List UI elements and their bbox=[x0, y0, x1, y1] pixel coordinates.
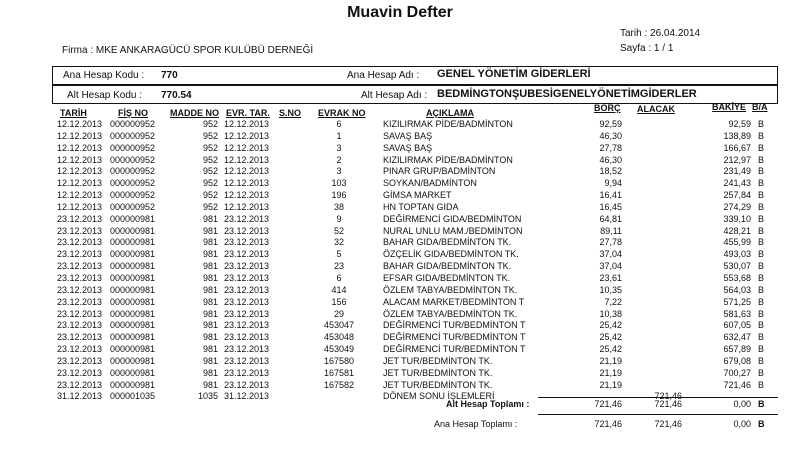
row-madde-no: 981 bbox=[202, 225, 218, 236]
row-madde-no: 952 bbox=[202, 178, 218, 189]
row-bakiye: 138,89 bbox=[723, 130, 751, 141]
row-alacak: 721,46 bbox=[654, 391, 682, 402]
row-fis-no: 000001035 bbox=[110, 391, 156, 402]
row-evrak-no: 6 bbox=[336, 272, 342, 283]
row-ba: B bbox=[758, 261, 765, 272]
row-evr-tar: 23.12.2013 bbox=[224, 272, 270, 283]
table-row bbox=[0, 166, 800, 178]
row-aciklama: SOYKAN/BADMİNTON bbox=[383, 178, 477, 189]
row-evr-tar: 12.12.2013 bbox=[224, 130, 270, 141]
table-row bbox=[0, 190, 800, 202]
row-bakiye: 607,05 bbox=[723, 320, 751, 331]
row-madde-no: 952 bbox=[202, 166, 218, 177]
report-title: Muavin Defter bbox=[347, 4, 453, 21]
row-evrak-no: 6 bbox=[336, 119, 342, 129]
row-evrak-no: 414 bbox=[331, 284, 347, 295]
table-row bbox=[0, 119, 800, 131]
row-madde-no: 981 bbox=[202, 272, 218, 283]
main-total-alacak: 721,46 bbox=[654, 419, 682, 429]
row-evr-tar: 12.12.2013 bbox=[224, 119, 270, 129]
company-label: Firma : bbox=[62, 45, 94, 56]
row-borc: 46,30 bbox=[599, 130, 622, 141]
main-account-name-label: Ana Hesap Adı : bbox=[347, 70, 420, 81]
row-aciklama: JET TUR/BEDMİNTON TK. bbox=[383, 367, 493, 378]
row-evr-tar: 23.12.2013 bbox=[224, 308, 270, 319]
sub-total-borc: 721,46 bbox=[594, 399, 622, 409]
row-date: 23.12.2013 bbox=[57, 225, 103, 236]
row-evrak-no: 167581 bbox=[323, 367, 355, 378]
row-evrak-no: 5 bbox=[336, 249, 342, 260]
row-date: 12.12.2013 bbox=[57, 190, 103, 201]
main-account-box bbox=[52, 66, 778, 85]
date-label: Tarih : bbox=[620, 28, 648, 39]
row-evr-tar: 23.12.2013 bbox=[224, 225, 270, 236]
row-bakiye: 632,47 bbox=[723, 332, 751, 343]
main-account-code-label: Ana Hesap Kodu : bbox=[63, 70, 145, 81]
row-evr-tar: 23.12.2013 bbox=[224, 249, 270, 260]
row-date: 12.12.2013 bbox=[57, 142, 103, 153]
row-bakiye: 553,68 bbox=[723, 272, 751, 283]
row-aciklama: HN TOPTAN GIDA bbox=[383, 201, 459, 212]
row-evr-tar: 31.12.2013 bbox=[224, 391, 270, 402]
row-evrak-no: 23 bbox=[333, 261, 344, 272]
row-bakiye: 493,03 bbox=[723, 249, 751, 260]
row-date: 31.12.2013 bbox=[57, 391, 103, 402]
row-madde-no: 981 bbox=[202, 261, 218, 272]
row-aciklama: DEĞİRMENCİ GIDA/BEDMİNTON bbox=[383, 213, 522, 224]
row-aciklama: NURAL UNLU MAM./BEDMİNTON bbox=[383, 225, 523, 236]
table-row bbox=[0, 131, 800, 143]
table-row bbox=[0, 249, 800, 261]
row-madde-no: 952 bbox=[202, 130, 218, 141]
row-aciklama: JET TUR/BEDMİNTON TK. bbox=[383, 379, 493, 390]
table-row bbox=[0, 297, 800, 309]
row-ba: B bbox=[758, 308, 765, 319]
row-ba: B bbox=[758, 225, 765, 236]
table-row bbox=[0, 273, 800, 285]
row-madde-no: 981 bbox=[202, 296, 218, 307]
row-evrak-no: 167582 bbox=[323, 379, 355, 390]
row-evrak-no: 52 bbox=[333, 225, 344, 236]
row-madde-no: 952 bbox=[202, 190, 218, 201]
row-aciklama: DEĞİRMENCİ TUR/BEDMİNTON T bbox=[383, 320, 526, 331]
table-row bbox=[0, 344, 800, 356]
row-fis-no: 000000981 bbox=[110, 237, 156, 248]
totals-divider-2 bbox=[538, 414, 778, 415]
sub-account-name: BEDMİNGTONŞUBESİGENELYÖNETİMGİDERLER bbox=[437, 88, 697, 100]
row-bakiye: 92,59 bbox=[728, 119, 751, 129]
row-evrak-no: 1 bbox=[336, 130, 342, 141]
row-evr-tar: 23.12.2013 bbox=[224, 379, 270, 390]
table-row bbox=[0, 178, 800, 190]
row-aciklama: ÖZLEM TABYA/BEDMİNTON TK. bbox=[383, 284, 518, 295]
row-borc: 27,78 bbox=[599, 142, 622, 153]
row-fis-no: 000000981 bbox=[110, 367, 156, 378]
row-borc: 10,35 bbox=[599, 284, 622, 295]
row-evrak-no: 196 bbox=[331, 190, 347, 201]
row-bakiye: 455,99 bbox=[723, 237, 751, 248]
main-total-label: Ana Hesap Toplamı : bbox=[434, 419, 518, 429]
row-ba: B bbox=[758, 166, 765, 177]
row-evr-tar: 12.12.2013 bbox=[224, 154, 270, 165]
table-row bbox=[0, 155, 800, 167]
row-evr-tar: 12.12.2013 bbox=[224, 166, 270, 177]
row-aciklama: JET TUR/BEDMİNTON TK. bbox=[383, 355, 493, 366]
row-aciklama: SAVAŞ BAŞ bbox=[383, 142, 433, 153]
row-evrak-no: 103 bbox=[331, 178, 347, 189]
row-date: 23.12.2013 bbox=[57, 320, 103, 331]
table-row bbox=[0, 143, 800, 155]
row-evrak-no: 453049 bbox=[323, 344, 355, 355]
row-evr-tar: 23.12.2013 bbox=[224, 296, 270, 307]
row-evr-tar: 12.12.2013 bbox=[224, 142, 270, 153]
row-evrak-no: 156 bbox=[331, 296, 347, 307]
sub-total-alacak: 721,46 bbox=[654, 399, 682, 409]
table-row bbox=[0, 368, 800, 380]
row-borc: 23,61 bbox=[599, 272, 622, 283]
row-evr-tar: 23.12.2013 bbox=[224, 284, 270, 295]
row-aciklama: SAVAŞ BAŞ bbox=[383, 130, 433, 141]
table-row bbox=[0, 320, 800, 332]
column-header-evrak-no: EVRAK NO bbox=[318, 108, 366, 118]
column-header-bakiye: BAKİYE bbox=[712, 102, 747, 112]
row-madde-no: 981 bbox=[202, 344, 218, 355]
row-bakiye: 212,97 bbox=[723, 154, 751, 165]
row-madde-no: 981 bbox=[202, 379, 218, 390]
row-fis-no: 000000981 bbox=[110, 355, 156, 366]
row-evr-tar: 23.12.2013 bbox=[224, 320, 270, 331]
row-date: 23.12.2013 bbox=[57, 355, 103, 366]
row-aciklama: PINAR GRUP/BADMİNTON bbox=[383, 166, 496, 177]
row-evrak-no: 2 bbox=[336, 154, 342, 165]
row-fis-no: 000000981 bbox=[110, 320, 156, 331]
row-ba: B bbox=[758, 190, 765, 201]
row-aciklama: KIZILIRMAK PİDE/BADMİNTON bbox=[383, 119, 513, 129]
row-ba: B bbox=[758, 178, 765, 189]
row-aciklama: EFSAR GIDA/BEDMİNTON TK. bbox=[383, 272, 511, 283]
row-borc: 27,78 bbox=[599, 237, 622, 248]
row-fis-no: 000000952 bbox=[110, 154, 156, 165]
row-evr-tar: 23.12.2013 bbox=[224, 332, 270, 343]
page-number bbox=[620, 43, 673, 54]
row-bakiye: 700,27 bbox=[723, 367, 751, 378]
row-evrak-no: 32 bbox=[333, 237, 344, 248]
row-borc: 16,45 bbox=[599, 201, 622, 212]
row-aciklama: BAHAR GIDA/BEDMİNTON TK. bbox=[383, 237, 512, 248]
column-header-aciklama: AÇIKLAMA bbox=[426, 108, 474, 118]
table-row bbox=[0, 356, 800, 368]
row-ba: B bbox=[758, 272, 765, 283]
row-borc: 25,42 bbox=[599, 320, 622, 331]
column-header-fis-no: FİŞ NO bbox=[118, 108, 149, 118]
row-borc: 37,04 bbox=[599, 249, 622, 260]
row-date: 23.12.2013 bbox=[57, 237, 103, 248]
row-fis-no: 000000952 bbox=[110, 190, 156, 201]
row-bakiye: 339,10 bbox=[723, 213, 751, 224]
row-evrak-no: 38 bbox=[333, 201, 344, 212]
row-aciklama: ÖZÇELİK GIDA/BEDMİNTON TK. bbox=[383, 249, 519, 260]
row-fis-no: 000000981 bbox=[110, 284, 156, 295]
row-fis-no: 000000981 bbox=[110, 261, 156, 272]
row-bakiye: 564,03 bbox=[723, 284, 751, 295]
row-bakiye: 257,84 bbox=[723, 190, 751, 201]
table-row bbox=[0, 285, 800, 297]
table-row bbox=[0, 380, 800, 392]
row-date: 23.12.2013 bbox=[57, 261, 103, 272]
row-fis-no: 000000952 bbox=[110, 130, 156, 141]
column-header-alacak: ALACAK bbox=[637, 104, 675, 114]
sub-total-ba: B bbox=[758, 399, 765, 409]
main-account-code: 770 bbox=[161, 70, 178, 81]
row-fis-no: 000000952 bbox=[110, 166, 156, 177]
row-fis-no: 000000981 bbox=[110, 249, 156, 260]
row-aciklama: DEĞİRMENCİ TUR/BEDMİNTON T bbox=[383, 332, 526, 343]
row-evr-tar: 12.12.2013 bbox=[224, 190, 270, 201]
row-evrak-no: 453048 bbox=[323, 332, 355, 343]
main-total-bakiye: 0,00 bbox=[733, 419, 751, 429]
row-evrak-no: 453047 bbox=[323, 320, 355, 331]
row-aciklama: KIZILIRMAK PİDE/BADMİNTON bbox=[383, 154, 513, 165]
table-row bbox=[0, 309, 800, 321]
row-ba: B bbox=[758, 249, 765, 260]
table-row bbox=[0, 202, 800, 214]
row-date: 12.12.2013 bbox=[57, 201, 103, 212]
row-date: 23.12.2013 bbox=[57, 249, 103, 260]
row-fis-no: 000000981 bbox=[110, 225, 156, 236]
table-row bbox=[0, 237, 800, 249]
row-date: 12.12.2013 bbox=[57, 154, 103, 165]
row-date: 12.12.2013 bbox=[57, 178, 103, 189]
row-date: 23.12.2013 bbox=[57, 344, 103, 355]
row-ba: B bbox=[758, 119, 765, 129]
row-aciklama: DEĞİRMENCİ TUR/BEDMİNTON T bbox=[383, 344, 526, 355]
sub-account-code-label: Alt Hesap Kodu : bbox=[67, 90, 143, 101]
row-borc: 37,04 bbox=[599, 261, 622, 272]
row-fis-no: 000000952 bbox=[110, 142, 156, 153]
row-borc: 21,19 bbox=[599, 367, 622, 378]
column-header-evr-tar: EVR. TAR. bbox=[226, 108, 270, 118]
row-borc: 9,94 bbox=[604, 178, 622, 189]
row-borc: 25,42 bbox=[599, 344, 622, 355]
row-fis-no: 000000981 bbox=[110, 344, 156, 355]
row-bakiye: 166,67 bbox=[723, 142, 751, 153]
main-total-ba: B bbox=[758, 419, 765, 429]
row-fis-no: 000000952 bbox=[110, 201, 156, 212]
row-ba: B bbox=[758, 130, 765, 141]
row-date: 23.12.2013 bbox=[57, 332, 103, 343]
company-name: MKE ANKARAGÜCÜ SPOR KULÜBÜ DERNEĞİ bbox=[95, 45, 314, 56]
sub-account-name-label: Alt Hesap Adı : bbox=[361, 90, 428, 101]
row-borc: 21,19 bbox=[599, 355, 622, 366]
row-fis-no: 000000952 bbox=[110, 119, 156, 129]
table-row bbox=[0, 332, 800, 344]
row-ba: B bbox=[758, 355, 765, 366]
row-date: 23.12.2013 bbox=[57, 213, 103, 224]
row-ba: B bbox=[758, 320, 765, 331]
row-date: 23.12.2013 bbox=[57, 367, 103, 378]
row-borc: 18,52 bbox=[599, 166, 622, 177]
row-bakiye: 657,89 bbox=[723, 344, 751, 355]
column-header-madde-no: MADDE NO bbox=[170, 108, 219, 118]
report-date bbox=[620, 28, 700, 39]
row-madde-no: 952 bbox=[202, 142, 218, 153]
row-aciklama: DÖNEM SONU İŞLEMLERİ bbox=[383, 391, 495, 402]
row-fis-no: 000000981 bbox=[110, 379, 156, 390]
row-evr-tar: 23.12.2013 bbox=[224, 355, 270, 366]
row-ba: B bbox=[758, 237, 765, 248]
page-label: Sayfa : bbox=[620, 43, 652, 54]
row-madde-no: 981 bbox=[202, 284, 218, 295]
sub-account-code: 770.54 bbox=[161, 90, 192, 101]
row-evrak-no: 3 bbox=[336, 142, 342, 153]
row-ba: B bbox=[758, 344, 765, 355]
row-borc: 92,59 bbox=[599, 119, 622, 129]
row-madde-no: 981 bbox=[202, 355, 218, 366]
main-total-borc: 721,46 bbox=[594, 419, 622, 429]
row-bakiye: 274,29 bbox=[723, 201, 751, 212]
row-date: 23.12.2013 bbox=[57, 379, 103, 390]
row-bakiye: 679,08 bbox=[723, 355, 751, 366]
row-fis-no: 000000952 bbox=[110, 178, 156, 189]
row-evrak-no: 29 bbox=[333, 308, 344, 319]
main-account-name: GENEL YÖNETİM GİDERLERİ bbox=[437, 68, 591, 80]
row-bakiye: 428,21 bbox=[723, 225, 751, 236]
row-evr-tar: 23.12.2013 bbox=[224, 261, 270, 272]
row-evrak-no: 3 bbox=[336, 166, 342, 177]
row-bakiye: 721,46 bbox=[723, 379, 751, 390]
row-ba: B bbox=[758, 367, 765, 378]
row-madde-no: 981 bbox=[202, 320, 218, 331]
row-borc: 25,42 bbox=[599, 332, 622, 343]
row-borc: 21,19 bbox=[599, 379, 622, 390]
row-borc: 46,30 bbox=[599, 154, 622, 165]
row-fis-no: 000000981 bbox=[110, 308, 156, 319]
row-bakiye: 581,63 bbox=[723, 308, 751, 319]
table-row bbox=[0, 226, 800, 238]
row-fis-no: 000000981 bbox=[110, 296, 156, 307]
sub-account-box bbox=[52, 85, 778, 104]
totals-divider bbox=[538, 397, 778, 398]
row-evr-tar: 12.12.2013 bbox=[224, 201, 270, 212]
row-date: 12.12.2013 bbox=[57, 119, 103, 129]
row-madde-no: 952 bbox=[202, 154, 218, 165]
sub-total-bakiye: 0,00 bbox=[733, 399, 751, 409]
column-header-tarih: TARİH bbox=[60, 108, 87, 118]
row-ba: B bbox=[758, 142, 765, 153]
row-date: 12.12.2013 bbox=[57, 166, 103, 177]
row-ba: B bbox=[758, 296, 765, 307]
row-borc: 16,41 bbox=[599, 190, 622, 201]
row-borc: 89,11 bbox=[600, 225, 622, 236]
ledger-rows bbox=[0, 119, 800, 403]
row-bakiye: 231,49 bbox=[723, 166, 751, 177]
column-header-ba: B/A bbox=[752, 102, 768, 112]
row-evr-tar: 23.12.2013 bbox=[224, 367, 270, 378]
row-evr-tar: 23.12.2013 bbox=[224, 237, 270, 248]
table-row bbox=[0, 261, 800, 273]
row-madde-no: 981 bbox=[202, 367, 218, 378]
row-evr-tar: 12.12.2013 bbox=[224, 178, 270, 189]
row-madde-no: 952 bbox=[202, 119, 218, 129]
row-evrak-no: 167580 bbox=[323, 355, 355, 366]
row-ba: B bbox=[758, 201, 765, 212]
row-date: 12.12.2013 bbox=[57, 130, 103, 141]
row-bakiye: 241,43 bbox=[723, 178, 751, 189]
row-ba: B bbox=[758, 379, 765, 390]
row-madde-no: 981 bbox=[202, 237, 218, 248]
row-ba: B bbox=[758, 332, 765, 343]
row-borc: 7,22 bbox=[604, 296, 622, 307]
row-ba: B bbox=[758, 213, 765, 224]
sub-total-label: Alt Hesap Toplamı : bbox=[446, 399, 530, 409]
row-evr-tar: 23.12.2013 bbox=[224, 344, 270, 355]
row-date: 23.12.2013 bbox=[57, 272, 103, 283]
row-date: 23.12.2013 bbox=[57, 308, 103, 319]
page-value: 1 / 1 bbox=[653, 43, 674, 54]
row-aciklama: BAHAR GIDA/BEDMİNTON TK. bbox=[383, 261, 512, 272]
row-date: 23.12.2013 bbox=[57, 284, 103, 295]
row-aciklama: ALACAM MARKET/BEDMİNTON T bbox=[383, 296, 525, 307]
row-madde-no: 981 bbox=[202, 332, 218, 343]
row-madde-no: 981 bbox=[202, 213, 218, 224]
row-ba: B bbox=[758, 154, 765, 165]
row-fis-no: 000000981 bbox=[110, 272, 156, 283]
row-bakiye: 571,25 bbox=[723, 296, 751, 307]
row-fis-no: 000000981 bbox=[110, 213, 156, 224]
company-line bbox=[62, 45, 313, 56]
row-fis-no: 000000981 bbox=[110, 332, 156, 343]
row-aciklama: GİMSA MARKET bbox=[383, 190, 452, 201]
column-header-borc: BORÇ bbox=[594, 103, 621, 113]
row-evr-tar: 23.12.2013 bbox=[224, 213, 270, 224]
row-borc: 64,81 bbox=[599, 213, 622, 224]
row-madde-no: 981 bbox=[202, 308, 218, 319]
row-evrak-no: 9 bbox=[336, 213, 342, 224]
date-value: 26.04.2014 bbox=[650, 28, 701, 39]
row-aciklama: ÖZLEM TABYA/BEDMİNTON TK. bbox=[383, 308, 518, 319]
row-bakiye: 530,07 bbox=[723, 261, 751, 272]
row-date: 23.12.2013 bbox=[57, 296, 103, 307]
row-borc: 10,38 bbox=[599, 308, 622, 319]
row-madde-no: 1035 bbox=[197, 391, 218, 402]
table-row bbox=[0, 214, 800, 226]
column-header-s-no: S.NO bbox=[279, 108, 302, 118]
row-ba: B bbox=[758, 284, 765, 295]
row-madde-no: 981 bbox=[202, 249, 218, 260]
row-madde-no: 952 bbox=[202, 201, 218, 212]
